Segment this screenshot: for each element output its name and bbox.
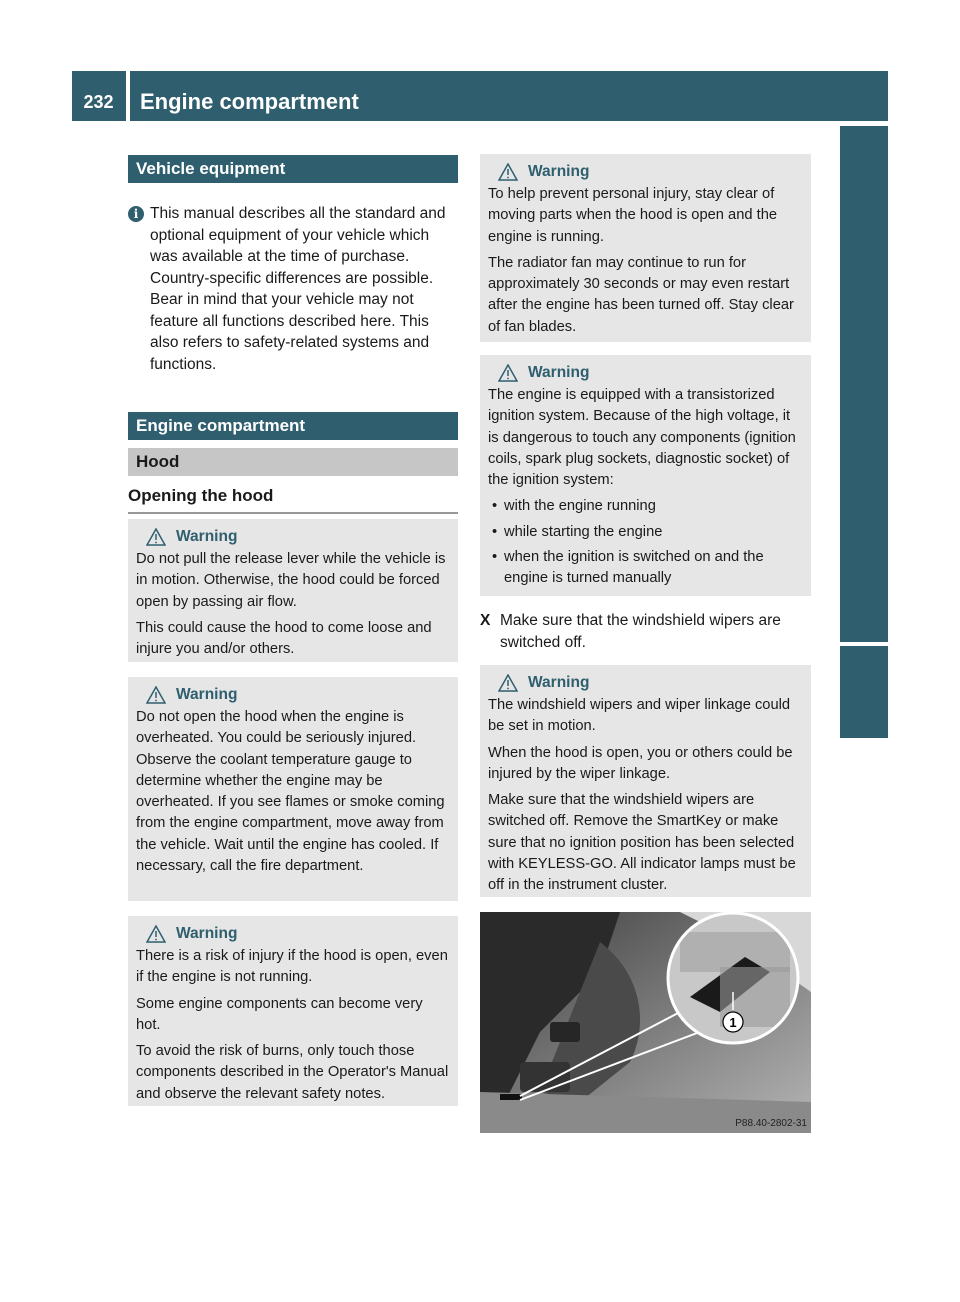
vehicle-equipment-heading: Vehicle equipment <box>128 155 458 183</box>
info-text: This manual describes all the standard and optional equipment of your vehicle which was available at the time of purchase. Country-specific differences are possible. Bear in mind that your vehicle may not feature all functions described here. This also refers to safety-related systems and functions. <box>150 205 446 373</box>
hood-release-illustration <box>480 912 811 1133</box>
instruction-step <box>480 610 811 653</box>
warning-title <box>136 683 450 707</box>
figure-caption: P88.40-2802-31 <box>735 1118 807 1129</box>
warning-paragraph: To avoid the risk of burns, only touch those components described in the Operator's Manual and observe the relevant safety notes. <box>136 1043 449 1102</box>
list-item: • when the ignition is switched on and the engine is turned manually <box>488 547 803 590</box>
info-note <box>128 203 458 375</box>
list-item: • while starting the engine <box>488 522 803 543</box>
subsection-heading: Hood <box>128 448 458 476</box>
side-tab-label: Maintenance and care <box>850 399 877 641</box>
warning-paragraph: To help prevent personal injury, stay clear of moving parts when the hood is open and the engine is running. <box>488 186 778 245</box>
left-column-section <box>128 412 458 476</box>
warning-title <box>136 922 450 946</box>
warning-title-text: Warning <box>528 674 590 691</box>
list-item: • with the engine running <box>488 496 803 517</box>
warning-paragraph: When the hood is open, you or others could be injured by the wiper linkage. <box>488 744 793 782</box>
warning-title <box>488 671 803 695</box>
left-column-top <box>128 155 458 375</box>
callout-label: 1 <box>729 1015 737 1030</box>
warning-paragraph: The radiator fan may continue to run for approximately 30 seconds or may even restart after the engine has been turned off. Stay clear of fan blades. <box>488 254 794 335</box>
warning-triangle-icon <box>146 686 166 704</box>
warning-title-text: Warning <box>176 686 238 703</box>
side-tab-block <box>840 650 888 737</box>
warning-triangle-icon <box>146 925 166 943</box>
warning-title <box>488 361 803 385</box>
info-icon: i <box>128 206 144 222</box>
opening-heading-wrap <box>128 482 458 514</box>
step-arrow-icon: X <box>480 612 491 629</box>
warning-paragraph: There is a risk of injury if the hood is open, even if the engine is not running. <box>136 948 448 986</box>
warning-box <box>480 355 811 596</box>
warning-paragraph: This could cause the hood to come loose and injure you and/or others. <box>136 619 432 658</box>
page-title: Engine compartment <box>140 89 359 114</box>
warning-paragraph: Do not pull the release lever while the vehicle is in motion. Otherwise, the hood could be forced open by passing air flow. <box>136 551 446 610</box>
warning-triangle-icon <box>146 528 166 546</box>
warning-paragraph: Do not open the hood when the engine is overheated. You could be seriously injured. Observe the coolant temperature gauge to determine whether the engine may be overheated. If you see flames or smoke coming from the engine compartment, move away from the vehicle. Wait until the engine has cooled. If necessary, call the fire department. <box>136 709 445 875</box>
warning-paragraph: Make sure that the windshield wipers are switched off. Remove the SmartKey or make sure that no ignition position has been selected with KEYLESS-GO. All indicator lamps must be off in the instrument cluster. <box>488 792 796 894</box>
step-text: Make sure that the windshield wipers are switched off. <box>500 612 781 651</box>
warning-triangle-icon <box>498 674 518 692</box>
warning-box <box>480 665 811 897</box>
warning-paragraph: The windshield wipers and wiper linkage could be set in motion. <box>488 697 791 735</box>
warning-bullet-list <box>488 496 803 589</box>
warning-title <box>136 525 450 549</box>
opening-heading: Opening the hood <box>128 482 458 514</box>
hood-release-figure <box>480 912 811 1133</box>
warning-triangle-icon <box>498 163 518 181</box>
warning-box <box>128 677 458 901</box>
warning-triangle-icon <box>498 364 518 382</box>
warning-title-text: Warning <box>176 925 238 942</box>
warning-box <box>480 154 811 342</box>
warning-title-text: Warning <box>528 163 590 180</box>
page-number: 232 <box>83 92 114 112</box>
warning-paragraph: Some engine components can become very hot. <box>136 995 423 1033</box>
warning-title-text: Warning <box>528 364 590 381</box>
warning-paragraph: The engine is equipped with a transistorized ignition system. Because of the high voltage, it is dangerous to touch any components (ignition coils, spark plug sockets, diagnostic socket) of the ignition system: <box>488 387 796 489</box>
warning-title <box>488 160 803 184</box>
side-tab-divider <box>840 642 888 646</box>
warning-box <box>128 519 458 662</box>
header-divider <box>126 71 130 121</box>
section-heading: Engine compartment <box>128 412 458 440</box>
warning-box <box>128 916 458 1106</box>
warning-title-text: Warning <box>176 528 238 545</box>
